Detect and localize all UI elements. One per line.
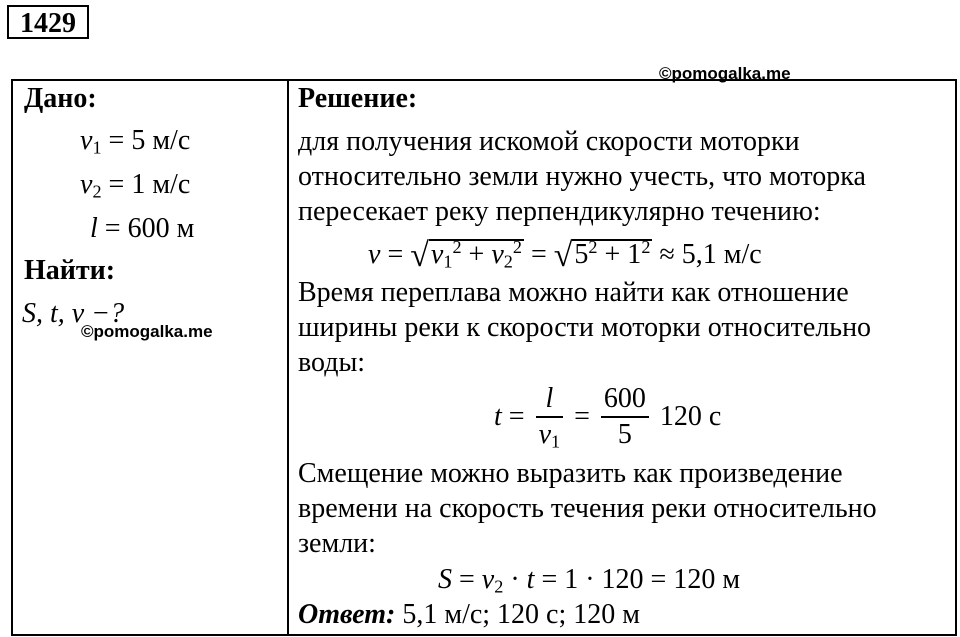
- answer: Ответ: 5,1 м/с; 120 с; 120 м: [298, 599, 640, 630]
- given-heading: Дано:: [24, 83, 97, 114]
- equation-speed: $v = √v_1^2 + v_2^2 = √5^2 + 1^2 \approx 5,1$ м/с: [368, 237, 762, 274]
- find-heading: Найти:: [24, 255, 116, 286]
- column-divider: [287, 79, 289, 636]
- watermark-top: ©pomogalka.me: [659, 64, 791, 83]
- solution-line-5: ширины реки к скорости моторки относительно: [298, 312, 872, 343]
- solution-line-6: воды:: [298, 347, 366, 378]
- watermark-left: ©pomogalka.me: [81, 322, 213, 341]
- solution-line-7: Смещение можно выразить как произведение: [298, 458, 843, 489]
- solution-line-1: для получения искомой скорости моторки: [298, 126, 800, 157]
- equation-time: t = $\frac{l}{v_1}$ = $\frac{600}{5}$ 120 с: [494, 383, 722, 452]
- equation-displacement: $S = v_2 \cdot t = 1 \cdot 120 = 120$ м: [438, 564, 741, 597]
- solution-line-8: времени на скорость течения реки относительно: [298, 493, 877, 524]
- given-l: l = 600 м: [90, 213, 195, 244]
- solution-line-4: Время переплава можно найти как отношение: [298, 277, 849, 308]
- solution-line-3: пересекает реку перпендикулярно течению:: [298, 196, 821, 227]
- fraction-l-over-v1: $\frac{l}{v_1}$: [536, 382, 564, 452]
- solution-line-2: относительно земли нужно учесть, что моторка: [298, 161, 866, 192]
- problem-number: 1429: [7, 5, 89, 39]
- solution-heading: Решение:: [298, 83, 418, 114]
- find-text: S, t, v −?: [22, 298, 125, 329]
- solution-line-9: земли:: [298, 528, 376, 559]
- fraction-600-over-5: $\frac{600}{5}$: [601, 382, 649, 452]
- given-v2: $v_2 = 1$ м/с: [80, 169, 191, 202]
- given-v1: $v_1 = 5$ м/с: [80, 125, 191, 158]
